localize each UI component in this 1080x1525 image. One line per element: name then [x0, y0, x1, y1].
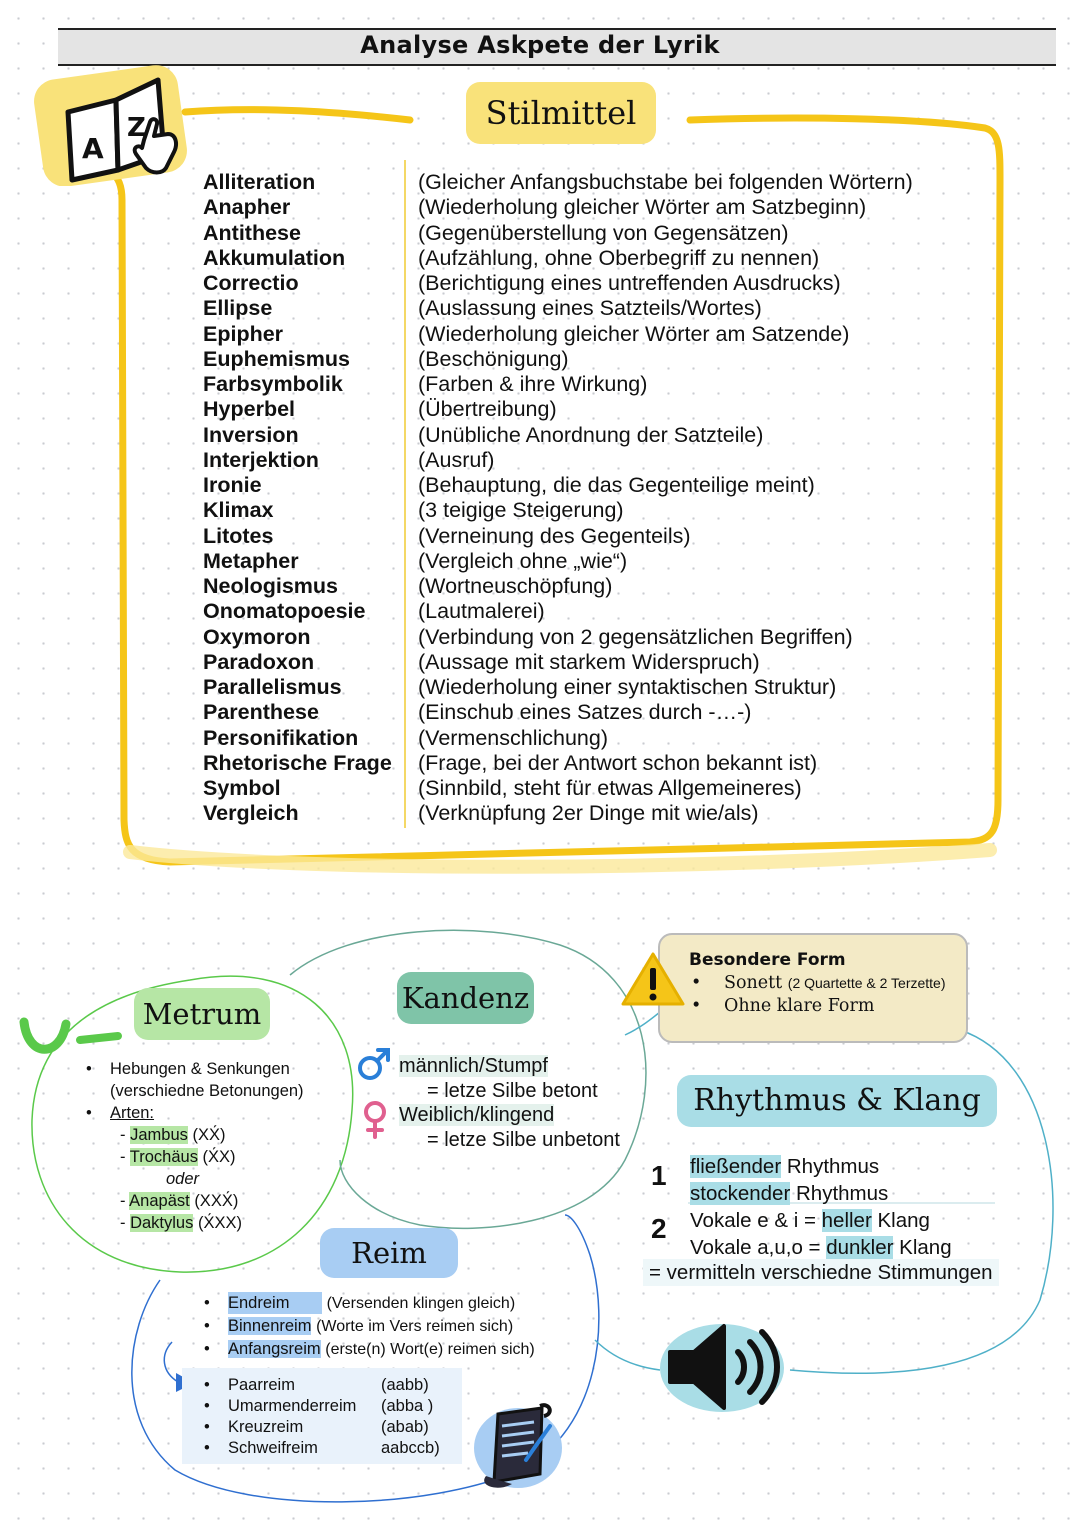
- metrum-content: • Hebungen & Senkungen (verschiedne Betonungen) • Arten: - Jambus (XX́) - Trochäus (X́X) oder - Anapäst (XXX́) - Daktylus (X́XX): [110, 1058, 350, 1234]
- metrum-heading: Metrum: [134, 988, 270, 1040]
- klang-word: Klang: [877, 1209, 930, 1232]
- stilmittel-heading: Stilmittel: [466, 82, 656, 144]
- jambus-pattern: (XX́): [192, 1126, 226, 1144]
- book-az-icon: [32, 62, 192, 186]
- sonett-note: (2 Quartette & 2 Terzette): [787, 975, 946, 991]
- term: Onomatopoesie: [203, 599, 366, 624]
- definition: (Sinnbild, steht für etwas Allgemeineres): [418, 776, 802, 800]
- rhythm-content: [690, 1153, 952, 1261]
- definition: (Wiederholung gleicher Wörter am Satzbeginn): [418, 195, 867, 220]
- definition: (Aufzählung, ohne Oberbegriff zu nennen): [418, 245, 820, 270]
- reim-heading: Reim: [320, 1228, 458, 1278]
- definition: (Verknüpfung 2er Dinge mit wie/als): [418, 801, 759, 826]
- definition: (Übertreibung): [418, 397, 557, 422]
- scheme-name: Kreuzreim: [228, 1418, 304, 1436]
- unstressed-mark: [24, 1022, 66, 1049]
- rhythm-heading: Rhythmus & Klang: [677, 1075, 997, 1127]
- klang-word: Klang: [899, 1236, 952, 1259]
- definition: (Vergleich ohne „wie“): [418, 548, 628, 573]
- metrum-arten: Arten:: [110, 1104, 155, 1122]
- metrum-line1: Hebungen & Senkungen: [110, 1060, 290, 1078]
- definition: (Verbindung von 2 gegensätzlichen Begriffen): [418, 624, 853, 649]
- term: Rhetorische Frage: [203, 750, 392, 775]
- term: Ellipse: [203, 296, 273, 321]
- definition: (Wortneuschöpfung): [418, 574, 613, 598]
- term: Litotes: [203, 523, 274, 548]
- definition: (Unübliche Anordnung der Satzteile): [418, 422, 764, 447]
- term: Klimax: [203, 498, 274, 523]
- definition: (Aussage mit starkem Widerspruch): [418, 649, 760, 674]
- fliessend: fließender: [690, 1155, 782, 1178]
- term: Correctio: [203, 271, 299, 295]
- reim-schemes: • Paarreim (aabb) • Umarmenderreim (abba ) • Kreuzreim (abab) • Schweifreim aabccb): [204, 1376, 440, 1457]
- scroll-icon: [468, 1396, 568, 1501]
- jambus: Jambus: [130, 1126, 188, 1144]
- male-symbol-icon: [356, 1046, 390, 1087]
- scheme-pattern: (abba ): [381, 1397, 434, 1415]
- divider: [404, 160, 406, 828]
- daktylus-pattern: (X́XX): [197, 1214, 242, 1232]
- dunkel: dunkler: [826, 1236, 894, 1259]
- definition: (3 teigige Steigerung): [418, 498, 624, 523]
- scheme-name: Paarreim: [228, 1376, 295, 1394]
- term: Alliteration: [203, 170, 316, 194]
- definition: (Beschönigung): [418, 346, 569, 371]
- trochaeus: Trochäus: [129, 1148, 198, 1166]
- term: Interjektion: [203, 447, 319, 472]
- female-symbol-icon: [362, 1100, 388, 1145]
- stressed-mark: [80, 1036, 118, 1040]
- vokale-hell: Vokale e & i =: [690, 1209, 816, 1232]
- besondere-title: Besondere Form: [689, 950, 846, 970]
- metrum-oder: oder: [166, 1170, 200, 1188]
- term: Metapher: [203, 548, 299, 573]
- definition: (Wiederholung einer syntaktischen Struktur): [418, 675, 837, 699]
- term: Parenthese: [203, 700, 319, 725]
- daktylus: Daktylus: [130, 1214, 194, 1232]
- anfangsreim: Anfangsreim: [228, 1340, 321, 1358]
- definition: (Ausruf): [418, 447, 495, 472]
- definition: (Farben & ihre Wirkung): [418, 372, 648, 396]
- anapaest: Anapäst: [129, 1192, 190, 1210]
- male-desc: = letze Silbe betont: [427, 1079, 598, 1102]
- scheme-name: Schweifreim: [228, 1439, 318, 1457]
- scheme-pattern: (abab): [381, 1418, 429, 1436]
- page-title: Analyse Askpete der Lyrik: [360, 31, 720, 59]
- scheme-pattern: (aabb): [381, 1376, 429, 1394]
- reim-types: • Endreim (Versenden klingen gleich) • Binnenreim (Worte im Vers reimen sich) • Anfangsreim (erste(n) Wort(e) reimen sich): [204, 1294, 535, 1358]
- definition: (Berichtigung eines untreffenden Ausdrucks): [418, 271, 841, 295]
- warning-icon: [621, 950, 685, 1013]
- term: Hyperbel: [203, 397, 296, 422]
- svg-text:A: A: [82, 132, 104, 165]
- term: Symbol: [203, 776, 281, 800]
- vokale-dunkel: Vokale a,u,o =: [690, 1236, 821, 1259]
- anfangsreim-desc: (erste(n) Wort(e) reimen sich): [325, 1341, 535, 1358]
- rhythm-number-2: 2: [651, 1213, 667, 1244]
- binnenreim: Binnenreim: [228, 1317, 312, 1335]
- term: Antithese: [203, 220, 301, 245]
- female-label: Weiblich/klingend: [399, 1104, 555, 1126]
- definition: (Behauptung, die das Gegenteilige meint): [418, 473, 815, 497]
- binnenreim-desc: (Worte im Vers reimen sich): [316, 1318, 514, 1335]
- definition: (Wiederholung gleicher Wörter am Satzende): [418, 321, 850, 346]
- male-label: männlich/Stumpf: [399, 1055, 548, 1077]
- rhythm-summary: = vermitteln verschiedne Stimmungen: [643, 1259, 999, 1286]
- definition: (Verneinung des Gegenteils): [418, 523, 691, 548]
- stockend: stockender: [690, 1182, 791, 1205]
- scheme-pattern: aabccb): [381, 1439, 440, 1457]
- female-desc: = letze Silbe unbetont: [427, 1128, 620, 1151]
- term: Paradoxon: [203, 649, 315, 674]
- rhythmus-word: Rhythmus: [795, 1182, 889, 1205]
- besondere-content: Besondere Form • Sonett (2 Quartette & 2 Terzette) • Ohne klare Form: [689, 950, 946, 1016]
- term: Inversion: [203, 422, 299, 447]
- kadenz-content: [399, 1054, 620, 1152]
- speaker-icon: [660, 1316, 795, 1421]
- term: Vergleich: [203, 801, 299, 826]
- term: Epipher: [203, 321, 284, 346]
- trochaeus-pattern: (X́X): [202, 1148, 236, 1166]
- endreim: Endreim: [228, 1292, 322, 1314]
- kadenz-heading: Kandenz: [397, 972, 534, 1024]
- definition-list: [418, 170, 913, 827]
- hell: heller: [821, 1209, 872, 1232]
- term: Farbsymbolik: [203, 372, 343, 396]
- sonett: Sonett: [724, 973, 783, 993]
- definition: (Gegenüberstellung von Gegensätzen): [418, 220, 789, 245]
- ohne-klare-form: Ohne klare Form: [724, 996, 875, 1016]
- definition: (Lautmalerei): [418, 599, 545, 624]
- term: Neologismus: [203, 574, 338, 598]
- endreim-desc: (Versenden klingen gleich): [326, 1295, 516, 1312]
- rhythmus-word: Rhythmus: [786, 1155, 880, 1178]
- term: Personifikation: [203, 725, 359, 750]
- term: Oxymoron: [203, 624, 311, 649]
- definition: (Frage, bei der Antwort schon bekannt ist): [418, 750, 818, 775]
- term: Euphemismus: [203, 346, 350, 371]
- definition: (Vermenschlichung): [418, 725, 609, 750]
- definition: (Gleicher Anfangsbuchstabe bei folgenden Wörtern): [418, 170, 913, 194]
- metrum-line2: (verschiedne Betonungen): [110, 1082, 304, 1100]
- anapaest-pattern: (XXX́): [194, 1192, 239, 1210]
- rhythm-number-1: 1: [651, 1160, 667, 1191]
- definition: (Einschub eines Satzes durch -…-): [418, 700, 752, 725]
- term: Akkumulation: [203, 245, 346, 270]
- term: Ironie: [203, 473, 262, 497]
- definition: (Auslassung eines Satzteils/Wortes): [418, 296, 762, 321]
- svg-text:Z: Z: [127, 113, 146, 143]
- term: Anapher: [203, 195, 291, 220]
- term: Parallelismus: [203, 675, 342, 699]
- scheme-name: Umarmenderreim: [228, 1397, 357, 1415]
- term-list: [203, 170, 392, 827]
